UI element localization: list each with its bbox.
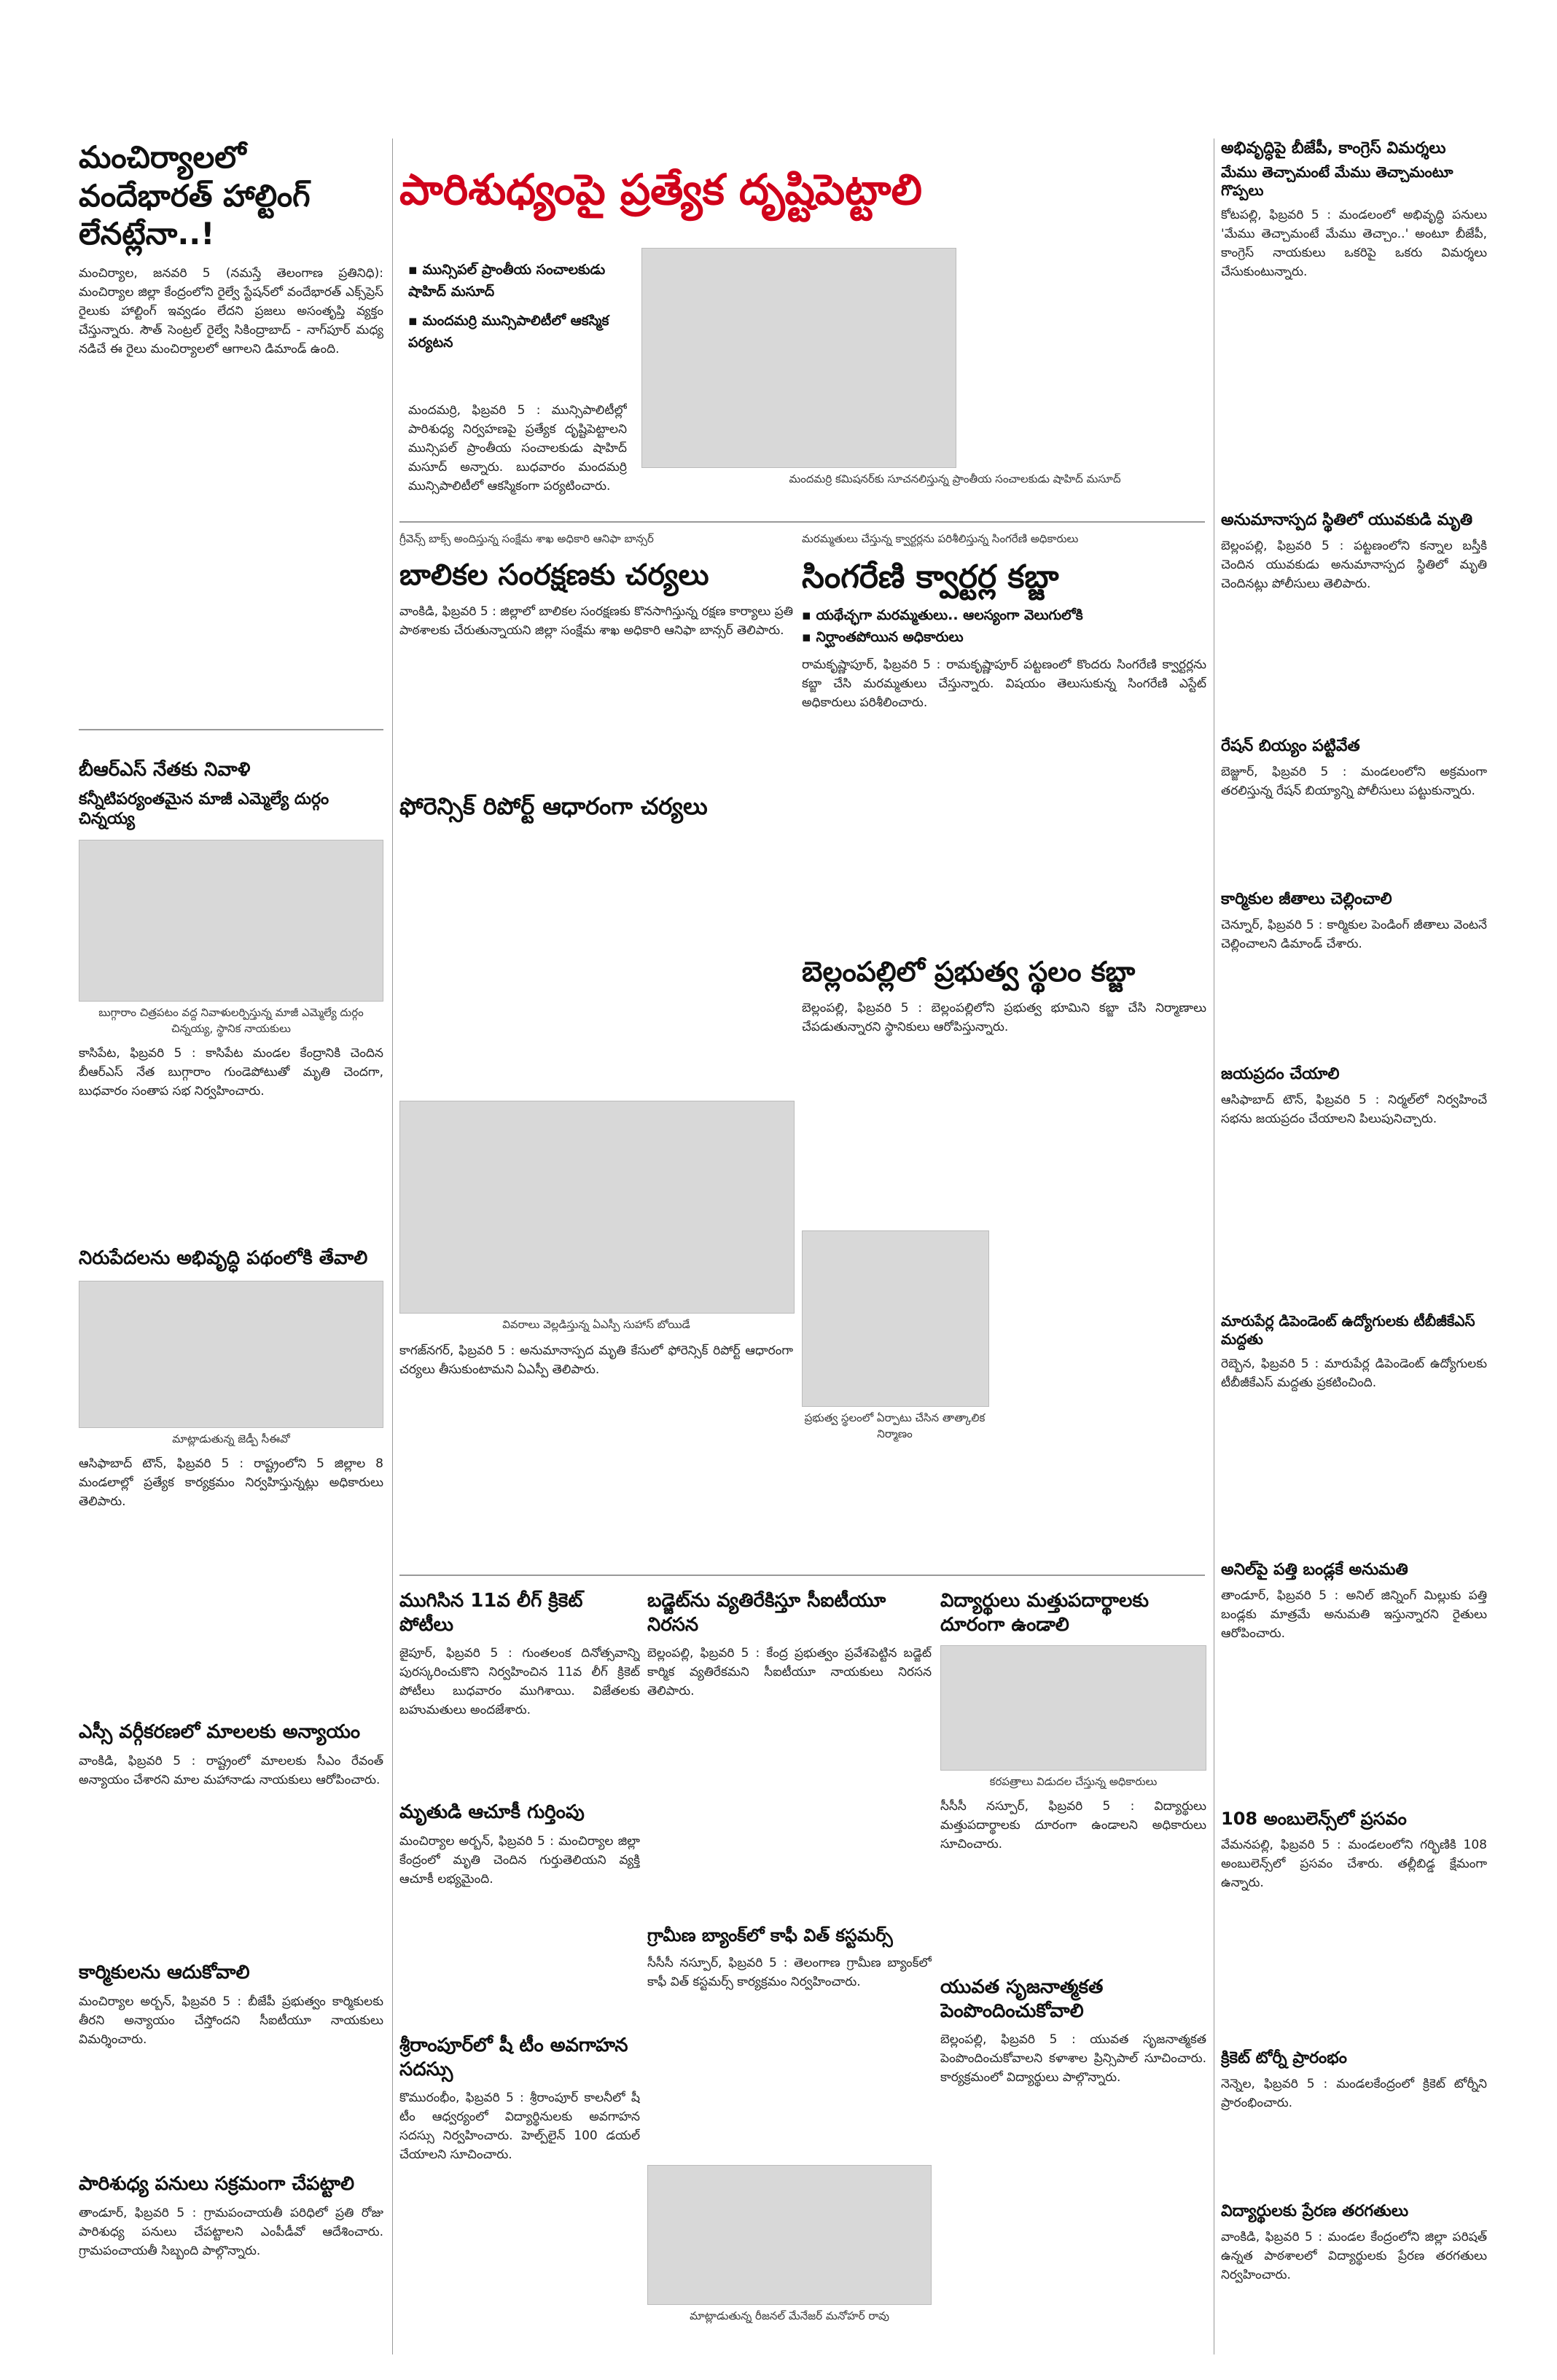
main-bullets — [408, 259, 627, 383]
headline: మారుపేర్ల డిపెండెంట్ ఉద్యోగులకు టీబీజీకేఎస్ మద్దతు — [1221, 1312, 1475, 1348]
bullet-2: ▪ మందమర్రి మున్సిపాలిటీలో ఆకస్మిక పర్యటన — [408, 310, 627, 354]
article-body: బెల్లంపల్లి, ఫిబ్రవరి 5 : కేంద్ర ప్రభుత్వం ప్రవేశపెట్టిన బడ్జెట్ కార్మిక వ్యతిరేకమని సీఐటీయూ నాయకులు నిరసన తెలిపారు. — [647, 1646, 932, 1698]
main-article-body: మందమర్రి, ఫిబ్రవరి 5 : మున్సిపాలిటీల్లో పారిశుధ్య నిర్వహణపై ప్రత్యేక దృష్టిపెట్టాలని మున్సిపల్ ప్రాంతీయ సంచాలకుడు షాహిద్ మసూద్ అన్నారు. బుధవారం మందమర్రి మున్సిపాలిటీలో ఆకస్మికంగా పర్యటించారు. — [408, 403, 627, 493]
photo-caption: గ్రీవెన్స్ బాక్స్ అందిస్తున్న సంక్షేమ శాఖ అధికారి ఆనిఫా బాన్సర్ — [399, 532, 654, 545]
article-body: సీసీసీ నస్పూర్, ఫిబ్రవరి 5 : విద్యార్థులు మత్తుపదార్థాలకు దూరంగా ఉండాలని అధికారులు సూచించారు. — [940, 1799, 1206, 1852]
photo — [79, 840, 383, 1002]
article-body: మంచిర్యాల అర్బన్, ఫిబ్రవరి 5 : మంచిర్యాల జిల్లా కేంద్రంలో మృతి చెందిన గుర్తుతెలియని వ్యక్తి ఆచూకీ లభ్యమైంది. — [399, 1833, 640, 1887]
she-team-story — [399, 2034, 640, 2354]
article-body: కొమురంభీం, ఫిబ్రవరి 5 : శ్రీరాంపూర్ కాలనీలో షీ టీం ఆధ్వర్యంలో విద్యార్థినులకు అవగాహన సదస్సు నిర్వహించారు. హెల్ప్‌లైన్ 100 డయల్ చేయాలని సూచించారు. — [399, 2091, 640, 2162]
photo-caption: బుగ్గారాం చిత్రపటం వద్ద నివాళులర్పిస్తున్న మాజీ ఎమ్మెల్యే దుర్గం చిన్నయ్య, స్థానిక నాయకులు — [98, 1005, 364, 1035]
tbgks-story — [1221, 1312, 1487, 1553]
article-body: తాండూర్, ఫిబ్రవరి 5 : గ్రామపంచాయతీ పరిధిలో ప్రతి రోజు పారిశుధ్య పనులు చేపట్టాలని ఎంపీడీవో ఆదేశించారు. గ్రామపంచాయతీ సిబ్బంది పాల్గొన్నారు. — [79, 2205, 383, 2258]
worker-story — [79, 1961, 383, 2165]
photo-caption: మరమ్మతులు చేస్తున్న క్వార్టర్లను పరిశీలిస్తున్న సింగరేణి అధికారులు — [802, 532, 1079, 545]
forensic-caption: వివరాలు వెల్లడిస్తున్న ఏఎస్పీ సుహాస్ బోయిడే — [502, 1318, 690, 1331]
article-body: మంచిర్యాల, జనవరి 5 (నమస్తే తెలంగాణ ప్రతినిధి): మంచిర్యాల జిల్లా కేంద్రంలోని రైల్వే స్టేషన్‌లో వందేభారత్ ఎక్స్‌ప్రెస్ రైలుకు హాల్టింగ్ ఇవ్వడం లేదని ప్రజలు అసంతృప్తి వ్యక్తం చేస్తున్నారు. సౌత్ సెంట్రల్ రైల్వే సికింద్రాబాద్ - నాగ్‌పూర్ మధ్య నడిచే ఈ రైలు మంచిర్యాలలో ఆగాలని డిమాండ్ ఉంది. — [79, 265, 383, 356]
article-body: బెజ్జూర్, ఫిబ్రవరి 5 : మండలంలోని అక్రమంగా తరలిస్తున్న రేషన్ బియ్యాన్ని పోలీసులు పట్టుకున్నారు. — [1221, 764, 1487, 798]
headline: అభివృద్ధిపై బీజేపీ, కాంగ్రెస్ విమర్శలు — [1221, 139, 1446, 157]
article-body: ఆసిఫాబాద్ టౌన్, ఫిబ్రవరి 5 : నిర్మల్‌లో నిర్వహించే సభను జయప్రదం చేయాలని పిలుపునిచ్చారు. — [1221, 1092, 1487, 1126]
photo — [802, 1230, 989, 1407]
article-body: బెల్లంపల్లి, ఫిబ్రవరి 5 : యువత సృజనాత్మకత పెంపొందించుకోవాలని కళాశాల ప్రిన్సిపాల్ సూచించారు. కార్యక్రమంలో విద్యార్థులు పాల్గొన్నారు. — [940, 2032, 1206, 2085]
article-body: తాండూర్, ఫిబ్రవరి 5 : అనిల్ జిన్నింగ్ మిల్లుకు పత్తి బండ్లకు మాత్రమే అనుమతి ఇస్తున్నారని రైతులు ఆరోపించారు. — [1221, 1588, 1487, 1641]
bank-story — [647, 1924, 932, 2354]
sc-story — [79, 1720, 383, 1954]
motivation-story — [1221, 2201, 1487, 2354]
article-body: మంచిర్యాల అర్బన్, ఫిబ్రవరి 5 : బీజేపీ ప్రభుత్వం కార్మికులకు తీరని అన్యాయం చేస్తోందని సీఐటీయూ నాయకులు విమర్శించారు. — [79, 1994, 383, 2047]
drugs-story — [940, 1589, 1206, 1968]
article-body: సీసీసీ నస్పూర్, ఫిబ్రవరి 5 : తెలంగాణ గ్రామీణ బ్యాంక్‌లో కాఫీ విత్ కస్టమర్స్ కార్యక్రమం నిర్వహించారు. — [647, 1956, 932, 1989]
headline: పారిశుధ్య పనులు సక్రమంగా చేపట్టాలి — [79, 2173, 355, 2195]
article-body: వాంకిడి, ఫిబ్రవరి 5 : మండల కేంద్రంలోని జిల్లా పరిషత్ ఉన్నత పాఠశాలలో విద్యార్థులకు ప్రేరణ తరగతులు నిర్వహించారు. — [1221, 2229, 1487, 2282]
photo — [940, 1645, 1206, 1771]
singareni-story — [802, 532, 1206, 940]
divider — [399, 1575, 1205, 1576]
ambulance-story — [1221, 1808, 1487, 2041]
photo-caption: మాట్లాడుతున్న జెడ్పీ సీఈవో — [172, 1432, 290, 1445]
headline: బడ్జెట్‌ను వ్యతిరేకిస్తూ సీఐటీయూ నిరసన — [647, 1590, 886, 1636]
budget-story — [647, 1589, 932, 1910]
headline: గ్రామీణ బ్యాంక్‌లో కాఫీ విత్ కస్టమర్స్ — [647, 1925, 893, 1946]
banner-headline: పారిశుధ్యంపై ప్రత్యేక దృష్టిపెట్టాలి — [399, 165, 923, 214]
jayapradam-story — [1221, 1064, 1487, 1305]
headline: 108 అంబులెన్స్‌లో ప్రసవం — [1221, 1809, 1407, 1829]
bjp-story — [1221, 138, 1487, 503]
article-body: జైపూర్, ఫిబ్రవరి 5 : గుంతలంక దినోత్సవాన్ని పురస్కరించుకొని నిర్వహించిన 11వ లీగ్ క్రికెట్ పోటీలు బుధవారం ముగిశాయి. విజేతలకు బహుమతులు అందజేశారు. — [399, 1646, 640, 1717]
lead-story — [79, 138, 383, 714]
ration-story — [1221, 736, 1487, 882]
girls-story — [399, 532, 793, 875]
article-body: వాంకిడి, ఫిబ్రవరి 5 : రాష్ట్రంలో మాలలకు సీఎం రేవంత్ అన్యాయం చేశారని మాల మహానాడు నాయకులు ఆరోపించారు. — [79, 1753, 383, 1787]
bullet-1: ▪ యథేచ్ఛగా మరమ్మతులు.. ఆలస్యంగా వెలుగులోకి — [802, 604, 1206, 626]
headline: శ్రీరాంపూర్‌లో షీ టీం అవగాహన సదస్సు — [399, 2034, 628, 2080]
article-body: రామకృష్ణాపూర్, ఫిబ్రవరి 5 : రామకృష్ణాపూర్ పట్టణంలో కొందరు సింగరేణి క్వార్టర్లను కబ్జా చేసి మరమ్మతులు చేస్తున్నారు. విషయం తెలుసుకున్న సింగరేణి ఎస్టేట్ అధికారులు పరిశీలించారు. — [802, 658, 1206, 710]
article-body: కోటపల్లి, ఫిబ్రవరి 5 : మండలంలో అభివృద్ధి పనులు 'మేము తెచ్చామంటే మేము తెచ్చాం..' అంటూ బీజేపీ, కాంగ్రెస్ నాయకులు ఒకరిపై ఒకరు విమర్శలు చేసుకుంటున్నారు. — [1221, 207, 1487, 279]
subheadline: కన్నీటిపర్యంతమైన మాజీ ఎమ్మెల్యే దుర్గం చిన్నయ్య — [79, 789, 329, 828]
article-body: బెల్లంపల్లి, ఫిబ్రవరి 5 : పట్టణంలోని కన్నాల బస్తీకి చెందిన యువకుడు అనుమానాస్పద స్థితిలో మృతి చెందినట్లు పోలీసులు తెలిపారు. — [1221, 538, 1487, 591]
cricket-tourney-story — [1221, 2048, 1487, 2194]
dead-story — [399, 1800, 640, 2019]
headline: క్రికెట్ టోర్నీ ప్రారంభం — [1221, 2049, 1347, 2067]
divider — [399, 521, 1205, 523]
cotton-story — [1221, 1560, 1487, 1800]
headline: నిరుపేదలను అభివృద్ధి పథంలోకి తేవాలి — [79, 1247, 368, 1269]
headline: మంచిర్యాలలో వందేభారత్ హాల్టింగ్ లేనట్లేనా..! — [79, 139, 311, 251]
bullets — [802, 604, 1206, 648]
article-body: చెన్నూర్, ఫిబ్రవరి 5 : కార్మికుల పెండింగ్ జీతాలు వెంటనే చెల్లించాలని డిమాండ్ చేశారు. — [1221, 917, 1487, 951]
sanitation-story — [79, 2172, 383, 2354]
headline: బెల్లంపల్లిలో ప్రభుత్వ స్థలం కబ్జా — [802, 956, 1136, 988]
headline: బాలికల సంరక్షణకు చర్యలు — [399, 558, 709, 592]
headline: ఎస్సీ వర్గీకరణలో మాలలకు అన్యాయం — [79, 1721, 361, 1743]
headline: మృతుడి ఆచూకీ గుర్తింపు — [399, 1801, 585, 1823]
main-photo — [641, 248, 956, 468]
main-article-continued — [966, 248, 1206, 467]
divider — [79, 729, 383, 730]
article-body: వాంకిడి, ఫిబ్రవరి 5 : జిల్లాలో బాలికల సంరక్షణకు కొనసాగిస్తున్న రక్షణ కార్యాలు ప్రతి పాఠశాలకు చేరుతున్నాయని జిల్లా సంక్షేమ శాఖ అధికారి ఆనిఫా బాన్సర్ తెలిపారు. — [399, 604, 793, 638]
headline: విద్యార్థులకు ప్రేరణ తరగతులు — [1221, 2202, 1409, 2220]
column-divider — [392, 138, 393, 2354]
headline: జయప్రదం చేయాలి — [1221, 1065, 1340, 1083]
main-photo-caption: మందమర్రి కమిషనర్‌కు సూచనలిస్తున్న ప్రాంతీయ సంచాలకుడు షాహిద్ మసూద్ — [789, 472, 1121, 485]
headline: అనుమానాస్పద స్థితిలో యువకుడి మృతి — [1221, 511, 1473, 529]
headline: బీఆర్ఎస్ నేతకు నివాళి — [79, 759, 251, 781]
headline: సింగరేణి క్వార్టర్ల కబ్జా — [802, 558, 1059, 596]
dev-story — [79, 1246, 383, 1713]
forensic-photo — [399, 1101, 795, 1314]
article-body: నెన్నెల, ఫిబ్రవరి 5 : మండలకేంద్రంలో క్రికెట్ టోర్నీని ప్రారంభించారు. — [1221, 2076, 1487, 2110]
photo-caption: మాట్లాడుతున్న రీజనల్ మేనేజర్ మనోహర్ రావు — [690, 2309, 889, 2322]
youth-story — [940, 1975, 1206, 2354]
photo-caption: కరపత్రాలు విడుదల చేస్తున్న అధికారులు — [989, 1775, 1158, 1788]
headline: ముగిసిన 11వ లీగ్ క్రికెట్ పోటీలు — [399, 1590, 583, 1636]
brs-story — [79, 758, 383, 1232]
headline: అనిల్‌పై పత్తి బండ్లకే అనుమతి — [1221, 1561, 1408, 1579]
headline: విద్యార్థులు మత్తుపదార్థాలకు దూరంగా ఉండాలి — [940, 1590, 1149, 1636]
photo-caption: ప్రభుత్వ స్థలంలో ఏర్పాటు చేసిన తాత్కాలిక నిర్మాణం — [804, 1411, 986, 1440]
article-body: కాసిపేట, ఫిబ్రవరి 5 : కాసిపేట మండల కేంద్రానికి చెందిన బీఆర్ఎస్ నేత బుగ్గారాం గుండెపోటుతో మృతి చెందగా, బుధవారం సంతాప సభ నిర్వహించారు. — [79, 1045, 383, 1099]
headline: కార్మికుల జీతాలు చెల్లించాలి — [1221, 890, 1392, 908]
bullet-1: ▪ మున్సిపల్ ప్రాంతీయ సంచాలకుడు షాహిద్ మసూద్ — [408, 259, 627, 303]
bullet-2: ▪ నిర్ఘాంతపోయిన అధికారులు — [802, 626, 1206, 648]
subheadline: మేము తెచ్చామంటే మేము తెచ్చామంటూ గొప్పలు — [1221, 163, 1453, 199]
photo — [647, 2165, 932, 2305]
land-story — [802, 955, 1206, 1567]
article-body: వేమనపల్లి, ఫిబ్రవరి 5 : మండలంలోని గర్భిణికి 108 అంబులెన్స్‌లో ప్రసవం చేశారు. తల్లీబిడ్డ క్షేమంగా ఉన్నారు. — [1221, 1838, 1487, 1890]
headline: కార్మికులను ఆదుకోవాలి — [79, 1962, 250, 1983]
article-body: రెబ్బెన, ఫిబ్రవరి 5 : మారుపేర్ల డిపెండెంట్ ఉద్యోగులకు టీబీజీకేఎస్ మద్దతు ప్రకటించింది. — [1221, 1357, 1487, 1390]
wage-story — [1221, 889, 1487, 1057]
headline: యువత సృజనాత్మకత పెంపొందించుకోవాలి — [940, 1976, 1104, 2022]
headline-forensic: ఫోరెన్సిక్ రిపోర్ట్ ఆధారంగా చర్యలు — [399, 792, 708, 820]
forensic-body: కాగజ్‌నగర్, ఫిబ్రవరి 5 : అనుమానాస్పద మృతి కేసులో ఫోరెన్సిక్ రిపోర్ట్ ఆధారంగా చర్యలు తీసుకుంటామని ఏఎస్పీ తెలిపారు. — [399, 1343, 793, 1377]
suspicious-death-story — [1221, 510, 1487, 729]
article-body: ఆసిఫాబాద్ టౌన్, ఫిబ్రవరి 5 : రాష్ట్రంలోని 5 జిల్లాల 8 మండలాల్లో ప్రత్యేక కార్యక్రమం నిర్వహిస్తున్నట్లు అధికారులు తెలిపారు. — [79, 1456, 383, 1509]
cricket-story — [399, 1589, 640, 1793]
article-body: బెల్లంపల్లి, ఫిబ్రవరి 5 : బెల్లంపల్లిలోని ప్రభుత్వ భూమిని కబ్జా చేసి నిర్మాణాలు చేపడుతున్నారని స్థానికులు ఆరోపిస్తున్నారు. — [802, 1000, 1206, 1034]
photo — [79, 1281, 383, 1428]
headline: రేషన్ బియ్యం పట్టివేత — [1221, 737, 1360, 755]
